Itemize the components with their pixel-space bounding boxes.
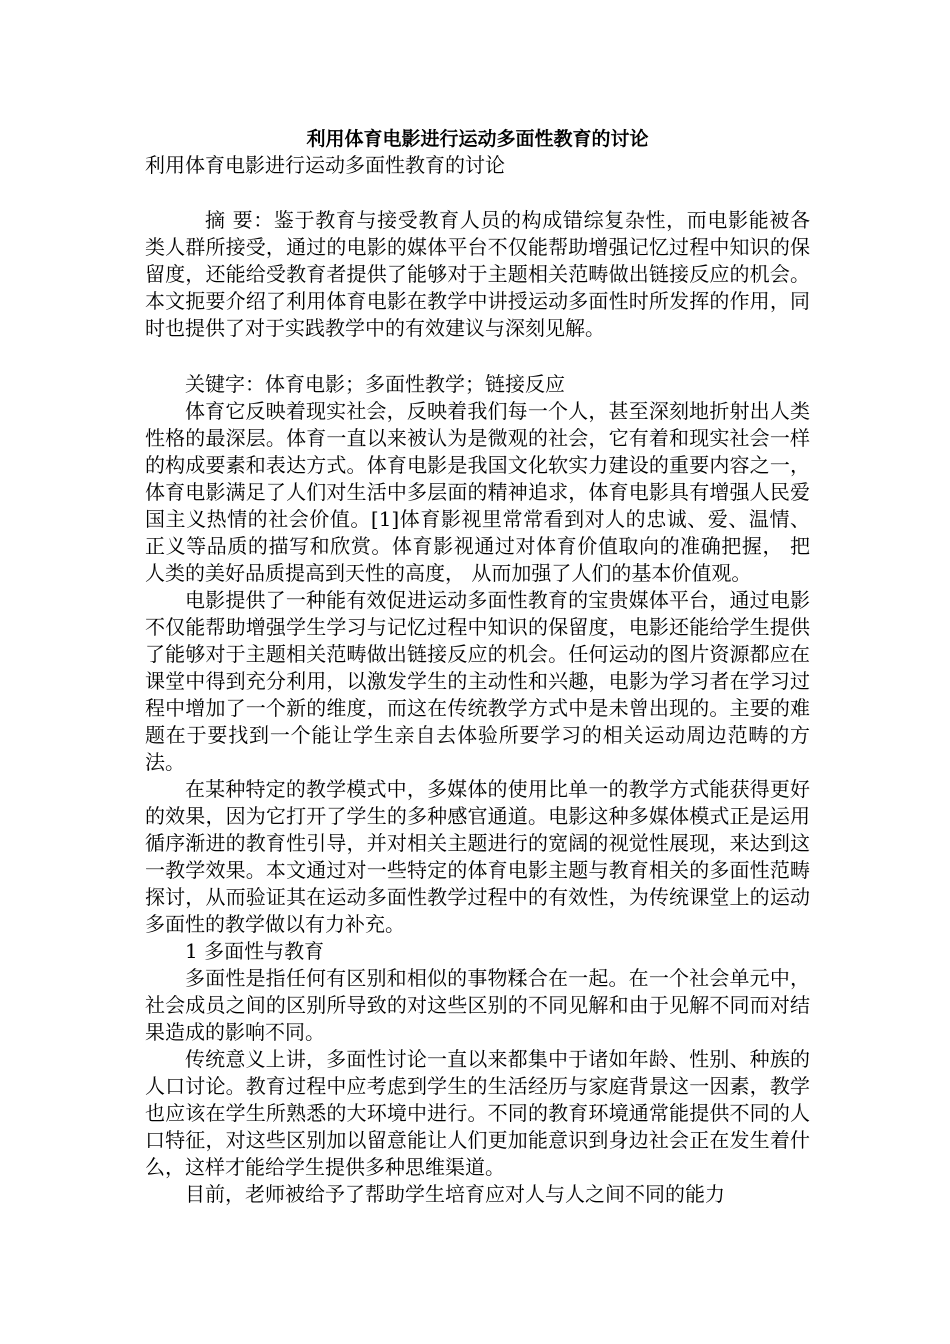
document-subtitle: 利用体育电影进行运动多面性教育的讨论 <box>145 153 505 177</box>
abstract-paragraph: 摘 要：鉴于教育与接受教育人员的构成错综复杂性，而电影能被各类人群所接受，通过的电影的媒体平台不仅能帮助增强记忆过程中知识的保留度，还能给受教育者提供了能够对于主题相关范畴做出链接反应的机会。本文扼要介绍了利用体育电影在教学中讲授运动多面性时所发挥的作用，同时也提供了对于实践教学中的有效建议与深刻见解。 <box>145 208 810 340</box>
keywords-line: 关键字：体育电影；多面性教学；链接反应 <box>185 372 565 396</box>
section-paragraph: 多面性是指任何有区别和相似的事物糅合在一起。在一个社会单元中，社会成员之间的区别所导致的对这些区别的不同见解和由于见解不同而对结果造成的影响不同。 <box>145 966 810 1044</box>
document-title: 利用体育电影进行运动多面性教育的讨论 <box>306 128 649 150</box>
body-paragraph: 在某种特定的教学模式中，多媒体的使用比单一的教学方式能获得更好的效果，因为它打开了学生的多种感官通道。电影这种多媒体模式正是运用循序渐进的教育性引导，并对相关主题进行的宽阔的视觉性展现，来达到这一教学效果。本文通过对一些特定的体育电影主题与教育相关的多面性范畴探讨，从而验证其在运动多面性教学过程中的有效性，为传统课堂上的运动多面性的教学做以有力补充。 <box>145 777 810 936</box>
section-heading: 1 多面性与教育 <box>185 939 325 963</box>
section-paragraph: 传统意义上讲，多面性讨论一直以来都集中于诸如年龄、性别、种族的人口讨论。教育过程中应考虑到学生的生活经历与家庭背景这一因素，教学也应该在学生所熟悉的大环境中进行。不同的教育环境通常能提供不同的人口特征，对这些区别加以留意能让人们更加能意识到身边社会正在发生着什么，这样才能给学生提供多种思维渠道。 <box>145 1047 810 1179</box>
body-paragraph: 体育它反映着现实社会，反映着我们每一个人，甚至深刻地折射出人类性格的最深层。体育一直以来被认为是微观的社会，它有着和现实社会一样的构成要素和表达方式。体育电影是我国文化软实力建设的重要内容之一，体育电影满足了人们对生活中多层面的精神追求，体育电影具有增强人民爱国主义热情的社会价值。[1]体育影视里常常看到对人的忠诚、爱、温情、正义等品质的描写和欣赏。体育影视通过对体育价值取向的准确把握， 把人类的美好品质提高到天性的高度， 从而加强了人们的基本价值观。 <box>145 399 810 585</box>
section-paragraph: 目前，老师被给予了帮助学生培育应对人与人之间不同的能力 <box>185 1182 725 1206</box>
body-paragraph: 电影提供了一种能有效促进运动多面性教育的宝贵媒体平台，通过电影不仅能帮助增强学生学习与记忆过程中知识的保留度，电影还能给学生提供了能够对于主题相关范畴做出链接反应的机会。任何运动的图片资源都应在课堂中得到充分利用，以激发学生的主动性和兴趣，电影为学习者在学习过程中增加了一个新的维度，而这在传统教学方式中是未曾出现的。主要的难题在于要找到一个能让学生亲自去体验所要学习的相关运动周边范畴的方法。 <box>145 588 810 774</box>
document-body <box>145 126 810 1208</box>
